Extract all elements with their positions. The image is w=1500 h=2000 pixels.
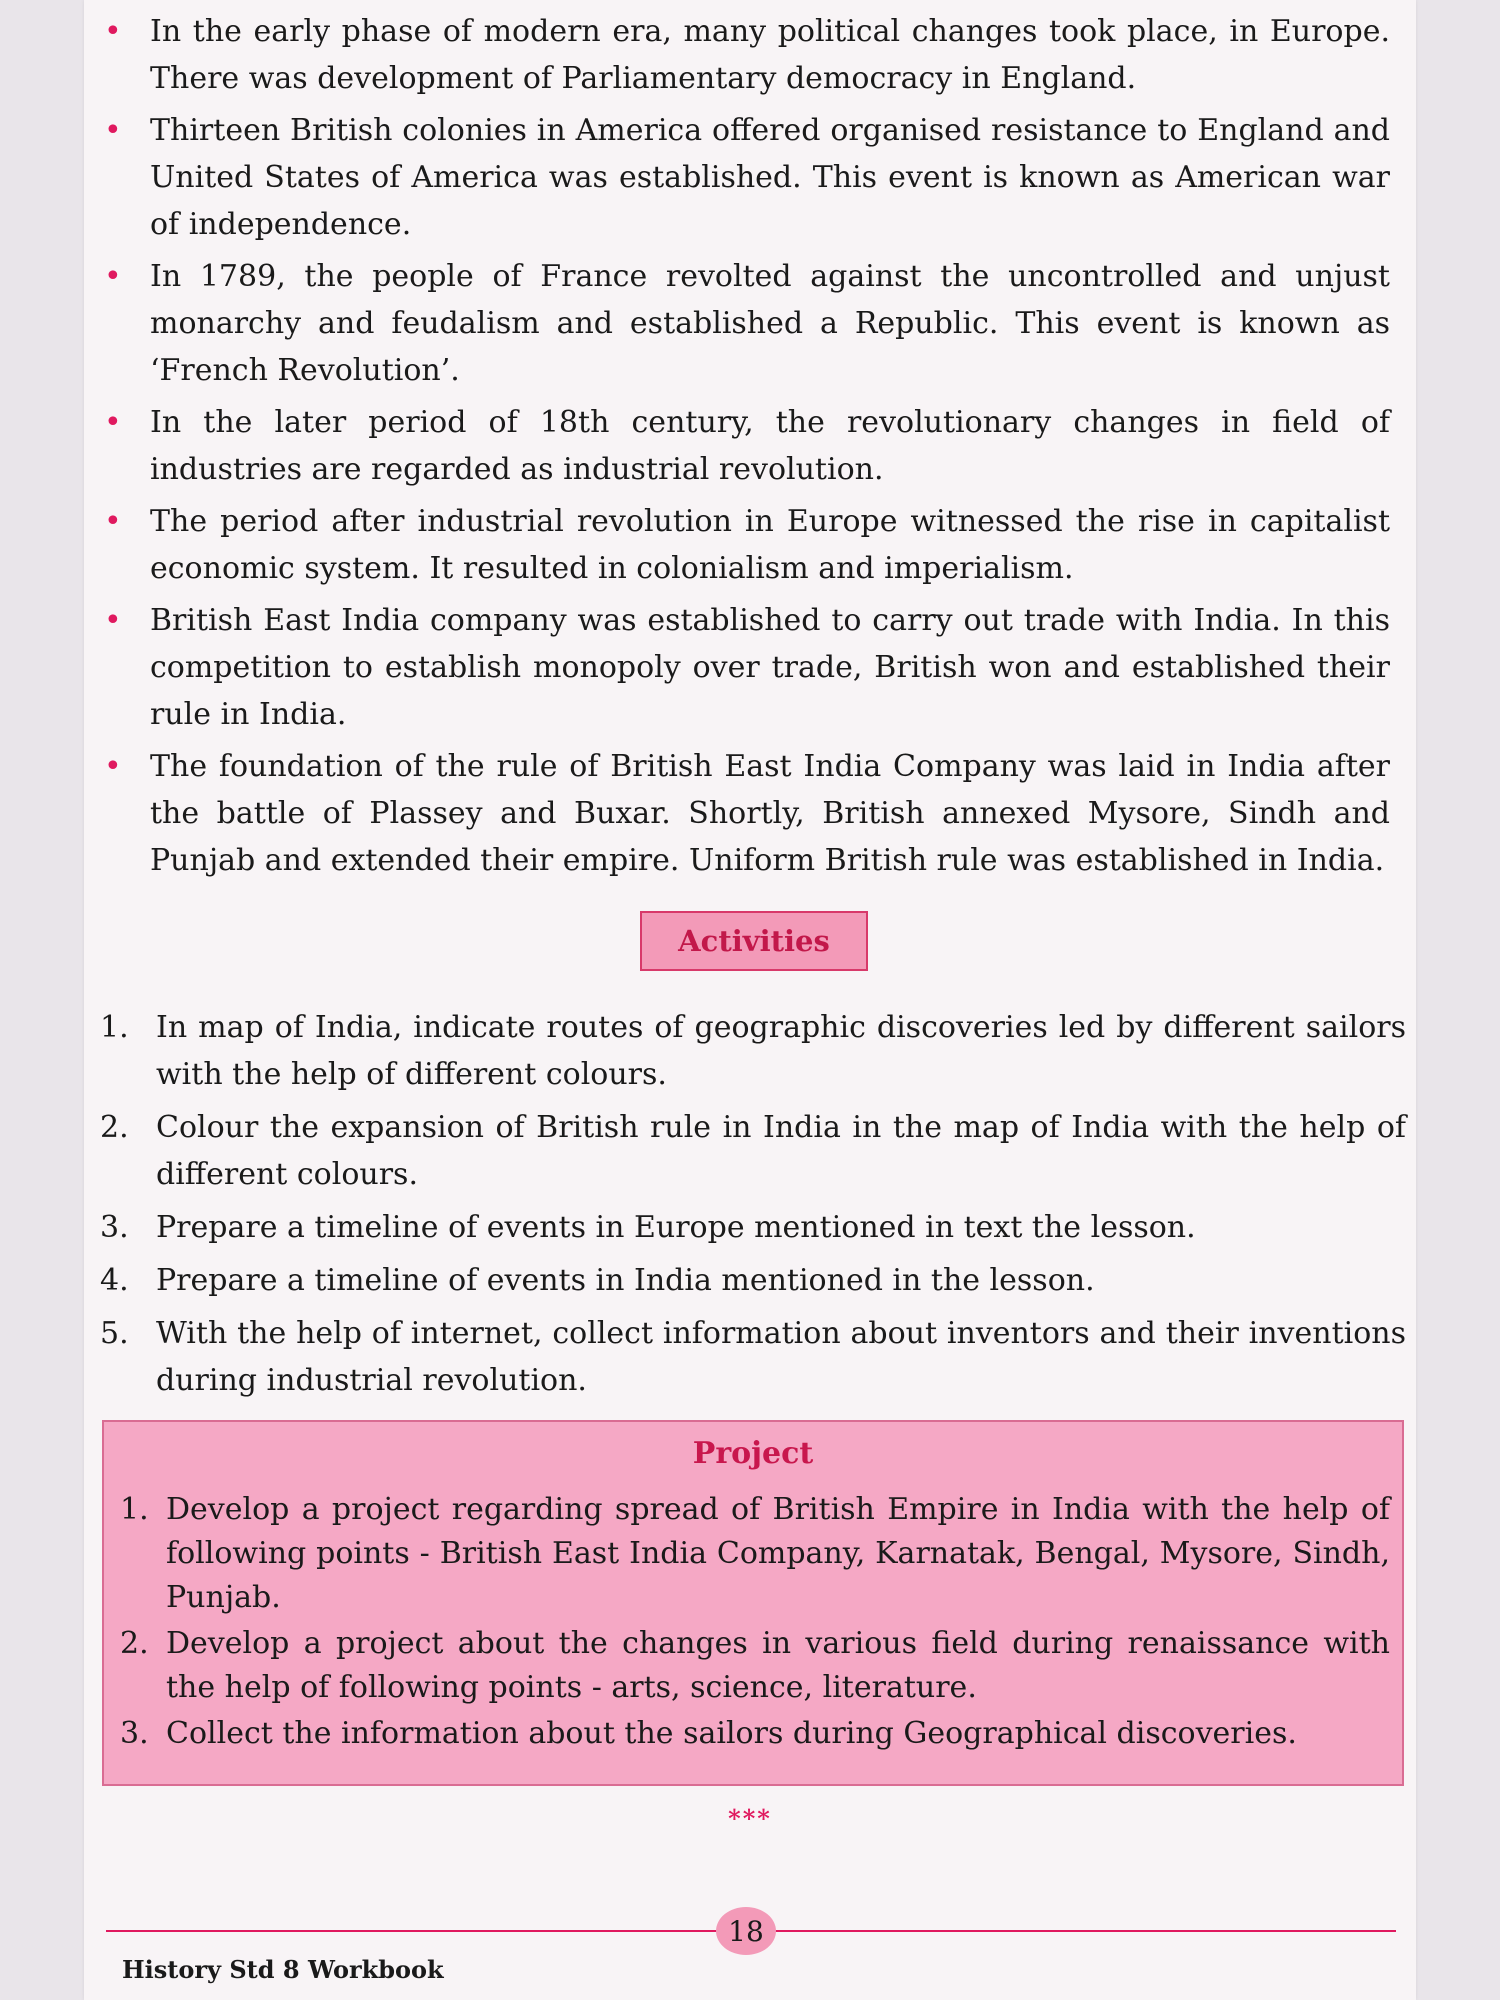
project-box: [102, 1420, 1404, 1786]
project-list: [120, 1488, 1390, 1758]
bullet-dot-icon: •: [104, 603, 122, 638]
item-text: With the help of internet, collect information about inventors and their inventions during industrial revolution.: [156, 1316, 1406, 1398]
list-item: [104, 597, 1390, 738]
item-text: Develop a project about the changes in various field during renaissance with the help of following points - arts, science, literature.: [166, 1626, 1390, 1705]
bullet-dot-icon: •: [104, 259, 122, 294]
list-item: [104, 253, 1390, 394]
item-number: 5.: [100, 1316, 129, 1351]
end-marker: ***: [728, 1804, 772, 1833]
item-number: 2.: [100, 1110, 129, 1145]
item-text: Prepare a timeline of events in Europe mentioned in text the lesson.: [156, 1210, 1196, 1245]
summary-bullet-list: [104, 8, 1390, 889]
list-item: [104, 8, 1390, 102]
bullet-text: The foundation of the rule of British East India Company was laid in India after the battle of Plassey and Buxar. Shortly, British annexed Mysore, Sindh and Punjab and extended their empire. Uniform British rule was established in India.: [150, 749, 1390, 878]
activities-heading: Activities: [640, 911, 868, 971]
bullet-dot-icon: •: [104, 749, 122, 784]
bullet-dot-icon: •: [104, 14, 122, 49]
footer-book-title: History Std 8 Workbook: [122, 1955, 444, 1984]
item-number: 3.: [100, 1210, 129, 1245]
list-item: [100, 1004, 1406, 1098]
page-number-badge: 18: [716, 1907, 776, 1955]
item-text: Develop a project regarding spread of British Empire in India with the help of following points - British East India Company, Karnatak, Bengal, Mysore, Sindh, Punjab.: [166, 1492, 1390, 1615]
list-item: [120, 1622, 1390, 1710]
list-item: [104, 498, 1390, 592]
project-heading: Project: [692, 1436, 814, 1471]
list-item: [120, 1712, 1390, 1756]
list-item: [104, 399, 1390, 493]
list-item: [120, 1488, 1390, 1620]
list-item: [100, 1204, 1406, 1251]
list-item: [104, 743, 1390, 884]
bullet-text: The period after industrial revolution in Europe witnessed the rise in capitalist economic system. It resulted in colonialism and imperialism.: [150, 504, 1390, 586]
list-item: [100, 1257, 1406, 1304]
list-item: [100, 1310, 1406, 1404]
workbook-page: [84, 0, 1416, 2000]
item-number: 4.: [100, 1263, 129, 1298]
item-text: Prepare a timeline of events in India mentioned in the lesson.: [156, 1263, 1095, 1298]
bullet-text: British East India company was established to carry out trade with India. In this competition to establish monopoly over trade, British won and established their rule in India.: [150, 603, 1390, 732]
item-number: 1.: [100, 1010, 129, 1045]
item-text: Collect the information about the sailors during Geographical discoveries.: [166, 1716, 1297, 1751]
bullet-text: In 1789, the people of France revolted against the uncontrolled and unjust monarchy and feudalism and established a Republic. This event is known as ‘French Revolution’.: [150, 259, 1390, 388]
bullet-dot-icon: •: [104, 405, 122, 440]
bullet-text: In the early phase of modern era, many political changes took place, in Europe. There was development of Parliamentary democracy in England.: [150, 14, 1390, 96]
list-item: [104, 107, 1390, 248]
item-text: Colour the expansion of British rule in India in the map of India with the help of different colours.: [156, 1110, 1406, 1192]
activities-list: [100, 1004, 1406, 1410]
item-text: In map of India, indicate routes of geographic discoveries led by different sailors with the help of different colours.: [156, 1010, 1406, 1092]
item-number: 3.: [120, 1716, 149, 1751]
bullet-dot-icon: •: [104, 504, 122, 539]
item-number: 2.: [120, 1626, 149, 1661]
list-item: [100, 1104, 1406, 1198]
bullet-dot-icon: •: [104, 113, 122, 148]
item-number: 1.: [120, 1492, 149, 1527]
bullet-text: Thirteen British colonies in America offered organised resistance to England and United States of America was established. This event is known as American war of independence.: [150, 113, 1390, 242]
bullet-text: In the later period of 18th century, the revolutionary changes in field of industries are regarded as industrial revolution.: [150, 405, 1390, 487]
